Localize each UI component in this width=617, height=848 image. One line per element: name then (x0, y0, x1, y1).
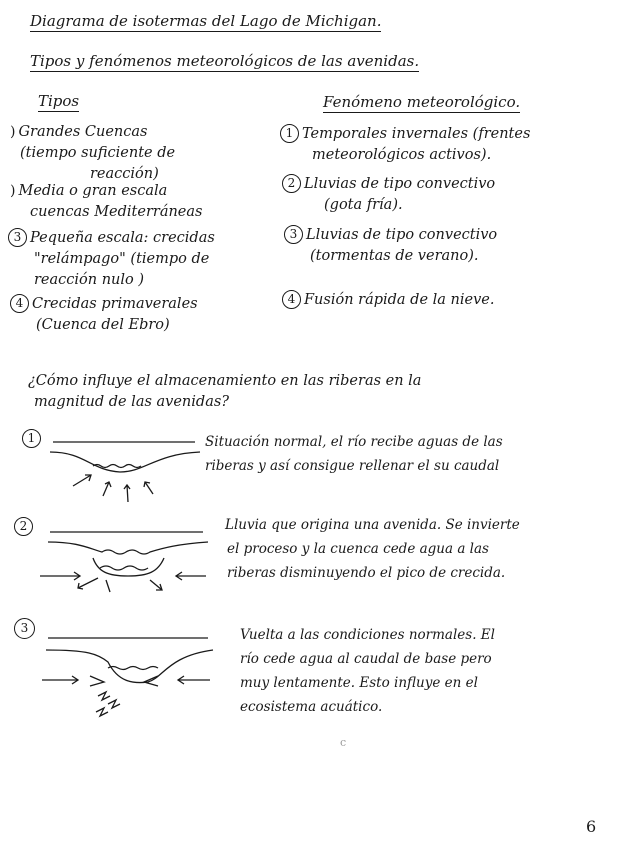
fenomeno-item-1: 1 Temporales invernales (frentes meteorológicos activos). (280, 124, 530, 166)
stray-mark: c (340, 736, 347, 749)
fenomeno-item-3: 3 Lluvias de tipo convectivo (tormentas de verano). (284, 225, 497, 267)
diagram-2 (38, 518, 218, 603)
case-2-text: Lluvia que origina una avenida. Se invierte el proceso y la cuenca cede agua a las riberas disminuyendo el pico de crecida. (225, 517, 520, 581)
case-3-text: Vuelta a las condiciones normales. El río cede agua al caudal de base pero muy lentamente. Esto influye en el ecosistema acuático. (240, 627, 495, 715)
fenomeno-item-4: 4 Fusión rápida de la nieve. (282, 290, 495, 311)
circle-number-2: 2 (282, 174, 301, 193)
fenomeno-heading: Fenómeno meteorológico. (323, 93, 521, 111)
page-subtitle: Tipos y fenómenos meteorológicos de las avenidas. (30, 52, 420, 70)
circle-number-3: 3 (8, 228, 27, 247)
tipo-item-2: ) Media o gran escala cuencas Mediterráneas (10, 183, 203, 220)
page-title: Diagrama de isotermas del Lago de Michigan. (30, 12, 382, 30)
case-1-number: 1 (22, 428, 44, 448)
fenomeno-item-2: 2 Lluvias de tipo convectivo (gota fría). (282, 174, 495, 216)
circle-number-3b: 3 (284, 225, 303, 244)
tipo-item-1: ) Grandes Cuencas (tiempo suficiente de reacción) (10, 124, 176, 182)
circle-number-4b: 4 (282, 290, 301, 309)
tipo-item-4: 4 Crecidas primaverales (Cuenca del Ebro) (10, 294, 198, 336)
question: ¿Cómo influye el almacenamiento en las riberas en la magnitud de las avenidas? (28, 373, 422, 410)
case-1-text: Situación normal, el río recibe aguas de las riberas y así consigue rellenar el su caudal (205, 434, 503, 474)
diagram-3 (38, 626, 223, 721)
case-3-number: 3 (14, 618, 38, 639)
circle-number-4: 4 (10, 294, 29, 313)
page-number: 6 (586, 817, 597, 836)
tipos-heading: Tipos (38, 92, 80, 110)
case-2-number: 2 (14, 516, 36, 536)
circle-number-1: 1 (280, 124, 299, 143)
tipo-item-3: 3 Pequeña escala: crecidas "relámpago" (tiempo de reacción nulo ) (8, 228, 215, 291)
diagram-1 (45, 430, 215, 510)
